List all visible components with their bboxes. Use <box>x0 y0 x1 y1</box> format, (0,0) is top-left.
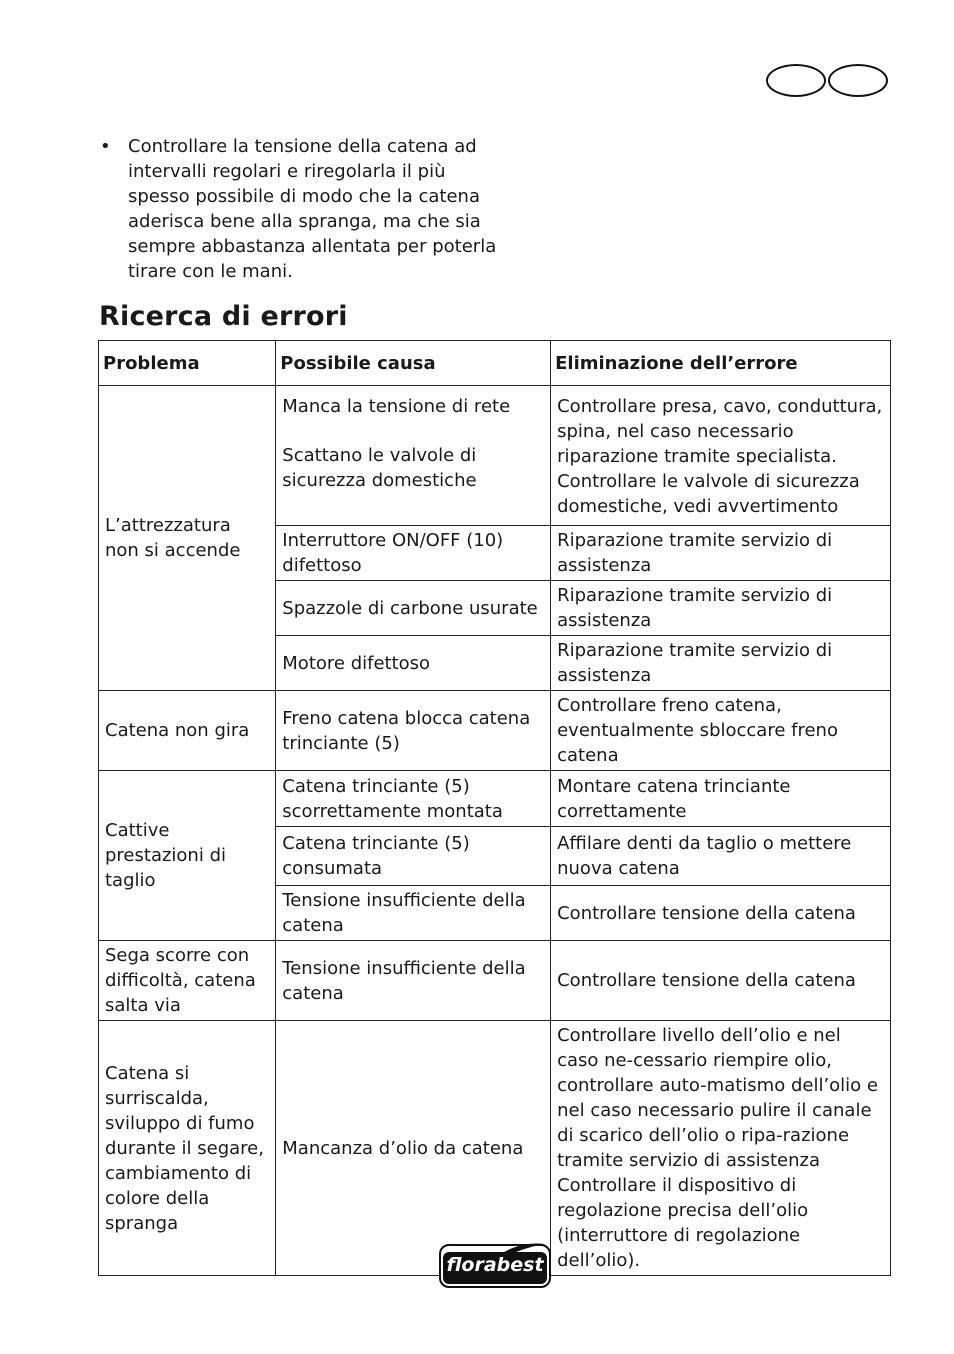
language-oval-left <box>766 64 826 97</box>
bullet-symbol: • <box>100 136 111 157</box>
fix-cell: Montare catena trinciante correttamente <box>551 771 891 827</box>
cause-cell <box>276 386 551 526</box>
fix-cell <box>551 1021 891 1276</box>
problem-cell: Sega scorre con difficoltà, catena salta via <box>99 941 276 1021</box>
fix-text: Controllare le valvole di sicurezza domestiche, vedi avvertimento <box>557 471 860 517</box>
logo-wordmark: florabest <box>446 1254 544 1276</box>
cause-cell: Freno catena blocca catena trinciante (5) <box>276 691 551 771</box>
cause-text: Scattano le valvole di sicurezza domestiche <box>282 445 477 491</box>
fix-text: Controllare presa, cavo, conduttura, spina, nel caso necessario riparazione tramite specialista. <box>557 396 883 467</box>
cause-cell: Interruttore ON/OFF (10) difettoso <box>276 526 551 581</box>
table-header-row <box>99 341 891 386</box>
table-row <box>99 691 891 771</box>
troubleshooting-table <box>98 340 891 1276</box>
fix-text: Controllare livello dell’olio e nel caso ne-cessario riempire olio, controllare auto-matismo dell’olio e nel caso necessario pulire il canale di scarico dell’olio o ripa-razione tramite servizio di assistenza <box>557 1025 878 1171</box>
fix-cell <box>551 386 891 526</box>
florabest-logo <box>439 1244 551 1288</box>
problem-cell: Catena si surriscalda, sviluppo di fumo durante il segare, cambiamento di colore della spranga <box>99 1021 276 1276</box>
table-row <box>99 941 891 1021</box>
bullet-item <box>100 134 500 284</box>
fix-cell: Controllare tensione della catena <box>551 941 891 1021</box>
table-row <box>99 771 891 827</box>
bullet-text: Controllare la tensione della catena ad intervalli regolari e riregolarla il più spesso possibile di modo che la catena aderisca bene alla spranga, ma che sia sempre abbastanza allentata per poterla tirare con le mani. <box>128 136 497 282</box>
cause-cell: Catena trinciante (5) scorrettamente montata <box>276 771 551 827</box>
header-cause: Possibile causa <box>276 341 551 386</box>
cause-cell: Catena trinciante (5) consumata <box>276 827 551 886</box>
fix-cell: Controllare freno catena, eventualmente sbloccare freno catena <box>551 691 891 771</box>
fix-cell: Affilare denti da taglio o mettere nuova catena <box>551 827 891 886</box>
section-title: Ricerca di errori <box>99 301 348 332</box>
problem-cell: L’attrezzatura non si accende <box>99 386 276 691</box>
table-row <box>99 386 891 526</box>
cause-cell: Motore difettoso <box>276 636 551 691</box>
header-problem: Problema <box>99 341 276 386</box>
fix-text: Controllare il dispositivo di regolazione precisa dell’olio (interruttore di regolazione dell’olio). <box>557 1175 809 1271</box>
table-row <box>99 1021 891 1276</box>
fix-cell: Controllare tensione della catena <box>551 886 891 941</box>
header-fix: Eliminazione dell’errore <box>551 341 891 386</box>
fix-cell: Riparazione tramite servizio di assistenza <box>551 526 891 581</box>
language-oval-right <box>828 64 888 97</box>
problem-cell: Catena non gira <box>99 691 276 771</box>
cause-cell: Tensione insufficiente della catena <box>276 941 551 1021</box>
fix-cell: Riparazione tramite servizio di assistenza <box>551 636 891 691</box>
cause-cell: Mancanza d’olio da catena <box>276 1021 551 1276</box>
problem-cell: Cattive prestazioni di taglio <box>99 771 276 941</box>
fix-cell: Riparazione tramite servizio di assistenza <box>551 581 891 636</box>
cause-text: Manca la tensione di rete <box>282 396 511 417</box>
cause-cell: Tensione insufficiente della catena <box>276 886 551 941</box>
cause-cell: Spazzole di carbone usurate <box>276 581 551 636</box>
